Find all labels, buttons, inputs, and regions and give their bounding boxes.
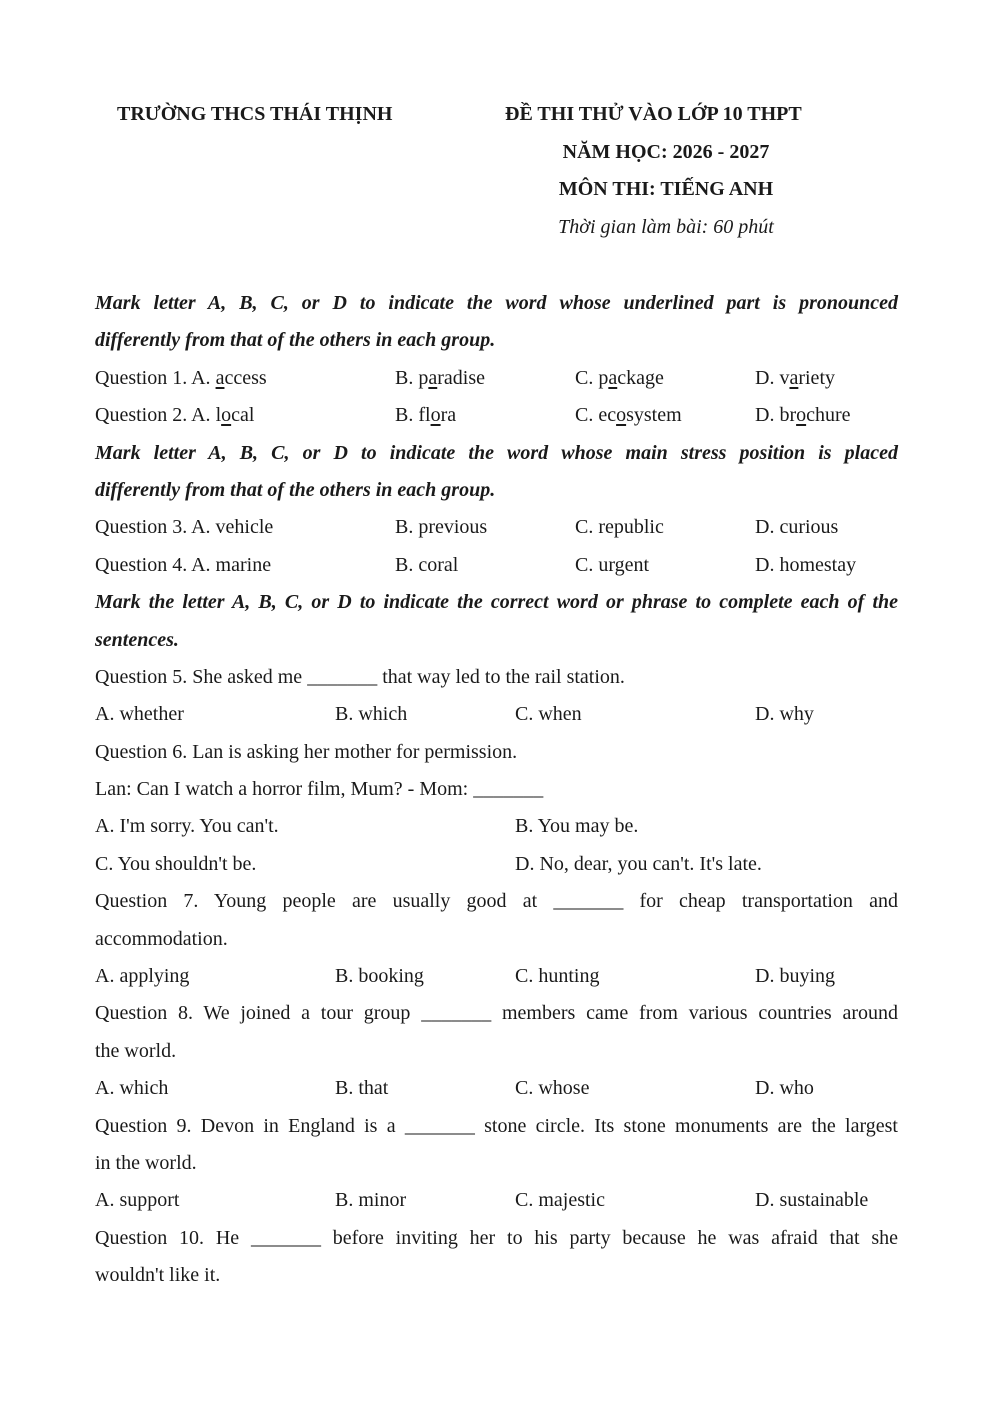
q9-option-a: A. support	[95, 1189, 180, 1212]
question-7-stem: Question 7. Young people are usually good at _______ for cheap transportation and	[95, 890, 898, 913]
q6-option-c: C. You shouldn't be.	[95, 852, 257, 875]
q3-option-a: Question 3. A. vehicle	[95, 516, 274, 539]
q4-option-a: Question 4. A. marine	[95, 553, 272, 576]
section2-instruction-cont: differently from that of the others in each group.	[95, 478, 496, 501]
q8-option-d: D. who	[755, 1077, 814, 1100]
school-year: NĂM HỌC: 2026 - 2027	[562, 141, 770, 163]
q5-option-b: B. which	[335, 703, 408, 726]
q7-option-a: A. applying	[95, 965, 190, 988]
question-7-stem-cont: accommodation.	[95, 927, 228, 950]
q2-option-d: D. brochure	[755, 404, 851, 427]
section3-instruction-cont: sentences.	[95, 628, 179, 651]
section1-instruction-cont: differently from that of the others in each group.	[95, 329, 496, 352]
section2-instruction: Mark letter A, B, C, or D to indicate the word whose main stress position is placed	[95, 441, 898, 464]
q6-option-a: A. I'm sorry. You can't.	[95, 815, 279, 838]
question-6-dialogue: Lan: Can I watch a horror film, Mum? - Mom: _______	[95, 778, 544, 801]
question-6-options-ab	[95, 808, 898, 845]
q8-option-a: A. which	[95, 1077, 169, 1100]
question-9-options	[95, 1182, 898, 1219]
question-10-stem-cont: wouldn't like it.	[95, 1264, 221, 1287]
question-9-stem: Question 9. Devon in England is a _______ stone circle. Its stone monuments are the largest	[95, 1114, 898, 1137]
question-7-options	[95, 958, 898, 995]
q5-option-c: C. when	[515, 703, 582, 726]
question-2	[95, 397, 898, 434]
question-6-stem: Question 6. Lan is asking her mother for permission.	[95, 740, 518, 763]
q7-option-c: C. hunting	[515, 965, 600, 988]
q5-option-d: D. why	[755, 703, 814, 726]
q1-option-a: Question 1. A. access	[95, 366, 267, 389]
question-5-stem: Question 5. She asked me _______ that way led to the rail station.	[95, 665, 625, 688]
q7-option-b: B. booking	[335, 965, 424, 988]
question-10-stem: Question 10. He _______ before inviting her to his party because he was afraid that she	[95, 1226, 898, 1249]
question-8-options	[95, 1070, 898, 1107]
q4-option-d: D. homestay	[755, 553, 857, 576]
q9-option-b: B. minor	[335, 1189, 407, 1212]
duration: Thời gian làm bài: 60 phút	[558, 216, 774, 238]
q3-option-c: C. republic	[575, 516, 664, 539]
q8-option-b: B. that	[335, 1077, 389, 1100]
q4-option-b: B. coral	[395, 553, 459, 576]
q1-option-b: B. paradise	[395, 366, 485, 389]
q6-option-b: B. You may be.	[515, 815, 639, 838]
q1-option-c: C. package	[575, 366, 664, 389]
q9-option-c: C. majestic	[515, 1189, 605, 1212]
section1-instruction: Mark letter A, B, C, or D to indicate the word whose underlined part is pronounced	[95, 292, 898, 314]
q2-option-a: Question 2. A. local	[95, 404, 255, 427]
question-5-options	[95, 696, 898, 733]
exam-content	[95, 285, 898, 1295]
exam-title: ĐỀ THI THỬ VÀO LỚP 10 THPT	[505, 103, 802, 125]
q7-option-d: D. buying	[755, 965, 835, 988]
q9-option-d: D. sustainable	[755, 1189, 869, 1212]
question-9-stem-cont: in the world.	[95, 1151, 197, 1174]
question-4	[95, 547, 898, 584]
q2-option-b: B. flora	[395, 404, 457, 427]
q5-option-a: A. whether	[95, 703, 184, 726]
q6-option-d: D. No, dear, you can't. It's late.	[515, 852, 762, 875]
q4-option-c: C. urgent	[575, 553, 650, 576]
school-name: TRƯỜNG THCS THÁI THỊNH	[117, 103, 393, 125]
question-6-options-cd	[95, 846, 898, 883]
question-8-stem: Question 8. We joined a tour group _______ members came from various countries around	[95, 1002, 898, 1025]
q2-option-c: C. ecosystem	[575, 404, 682, 427]
q8-option-c: C. whose	[515, 1077, 590, 1100]
q3-option-d: D. curious	[755, 516, 839, 539]
q3-option-b: B. previous	[395, 516, 488, 539]
section3-instruction: Mark the letter A, B, C, or D to indicate the correct word or phrase to complete each of the	[95, 591, 898, 614]
subject: MÔN THI: TIẾNG ANH	[558, 178, 774, 200]
q1-option-d: D. variety	[755, 366, 835, 389]
question-3	[95, 509, 898, 546]
question-1	[95, 360, 898, 397]
question-8-stem-cont: the world.	[95, 1039, 177, 1062]
